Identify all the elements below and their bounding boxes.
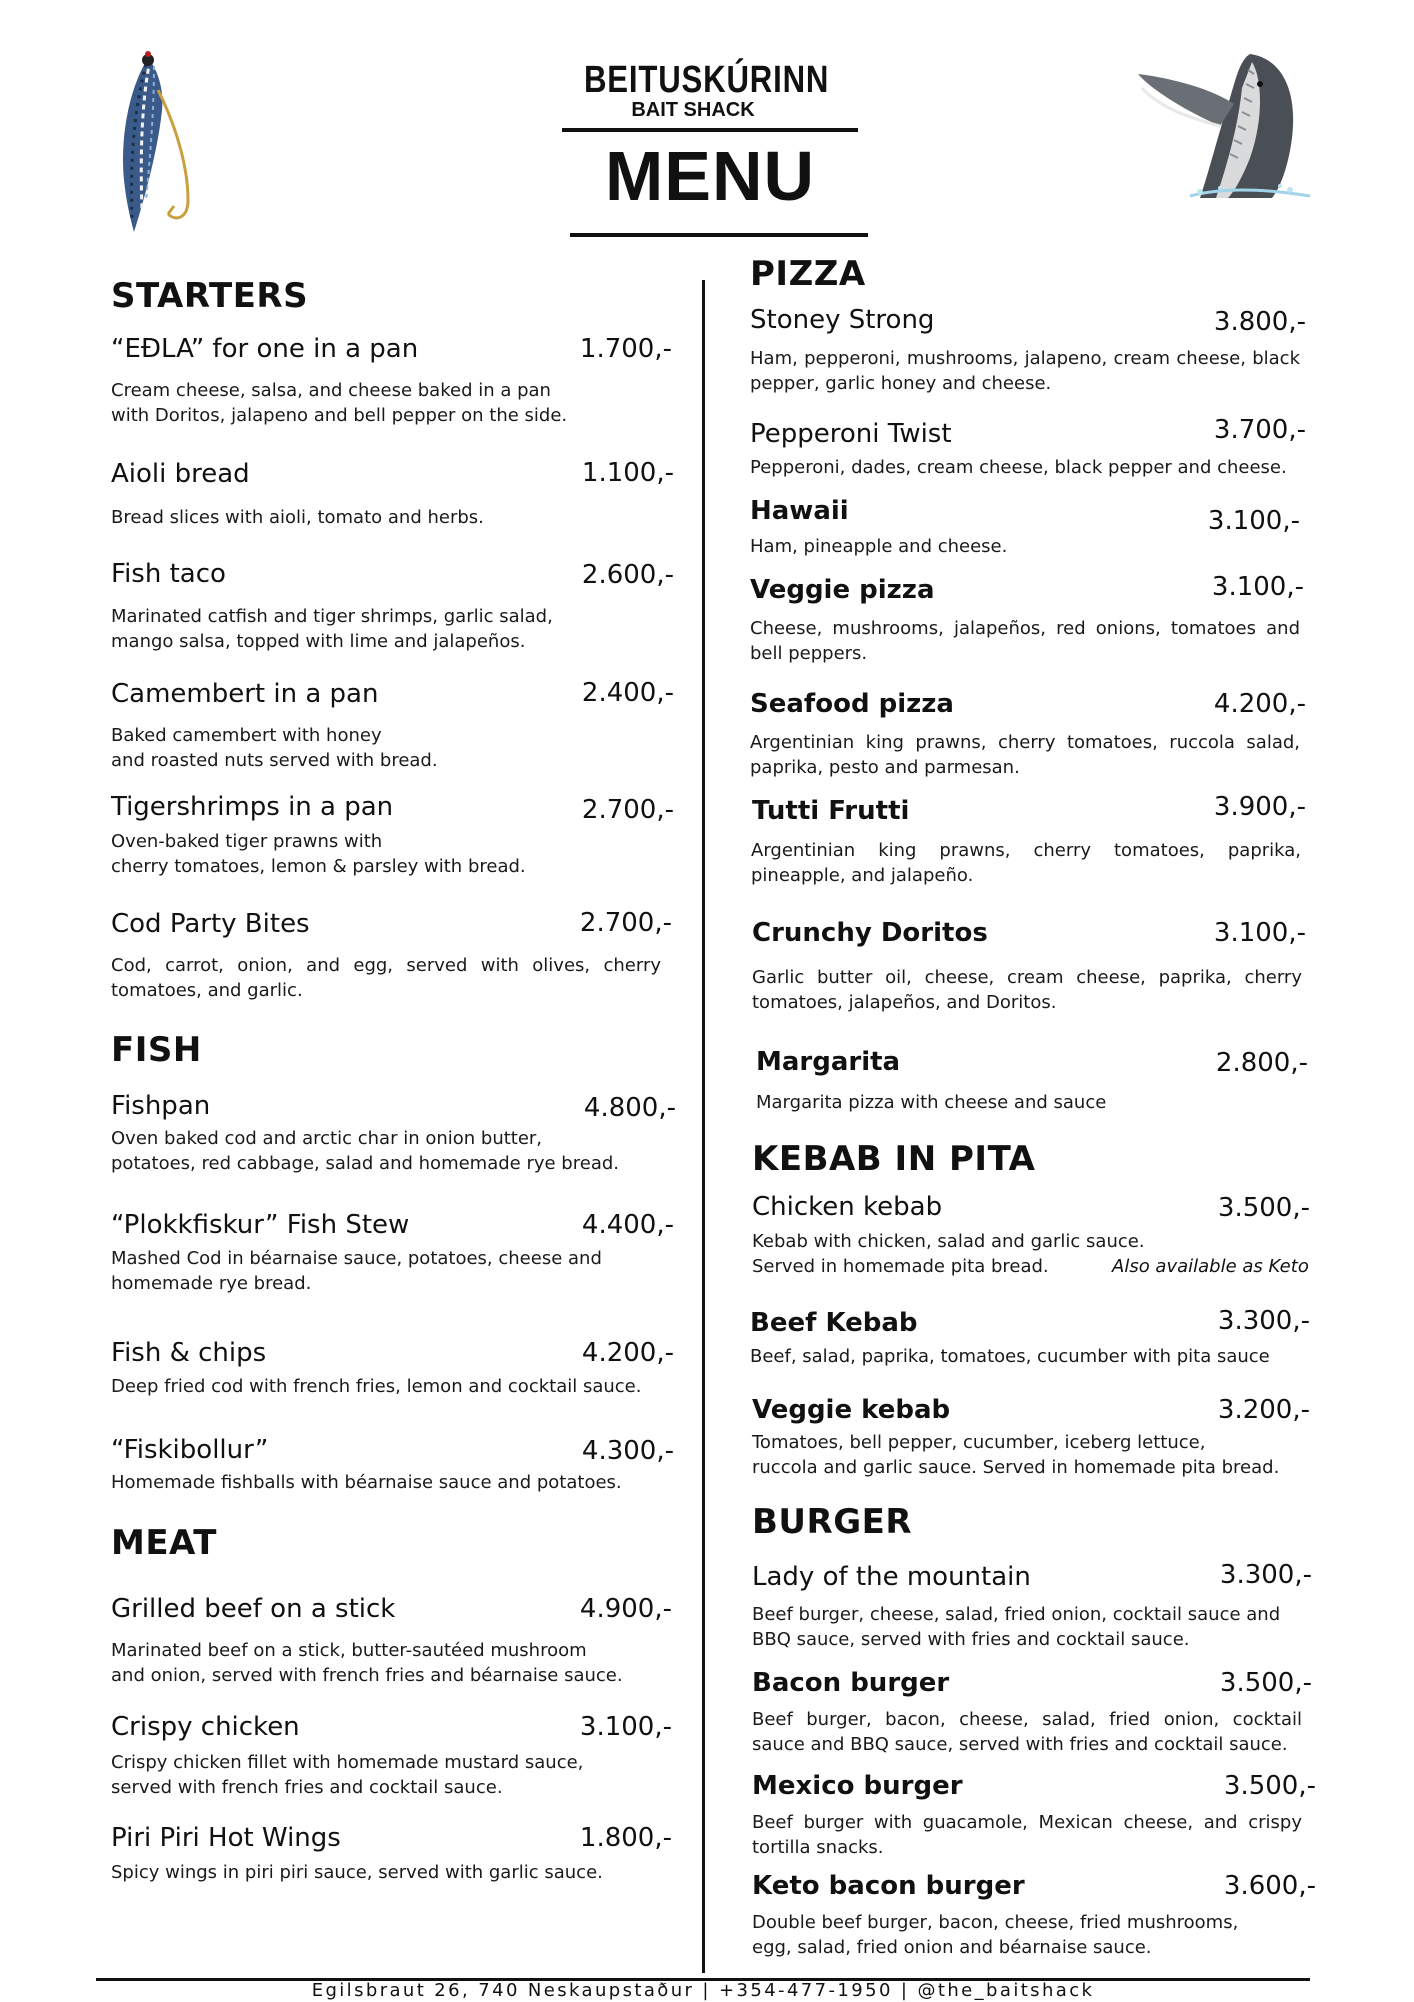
item-price: 3.300,- <box>1219 1560 1312 1590</box>
item-price: 3.100,- <box>1207 506 1300 536</box>
item-price: 1.100,- <box>581 458 674 488</box>
section-title-kebab: KEBAB IN PITA <box>752 1139 1036 1179</box>
item-description: Ham, pepperoni, mushrooms, jalapeno, cream cheese, black pepper, garlic honey and cheese. <box>750 348 1300 394</box>
column-divider <box>702 280 705 1973</box>
item-name: Chicken kebab <box>752 1192 943 1222</box>
item-description: Deep fried cod with french fries, lemon and cocktail sauce. <box>111 1376 642 1397</box>
item-name: “EÐLA” for one in a pan <box>111 334 419 364</box>
item-price: 4.400,- <box>581 1210 674 1240</box>
item-description: Bread slices with aioli, tomato and herbs. <box>111 507 484 528</box>
item-description: Tomatoes, bell pepper, cucumber, iceberg lettuce, ruccola and garlic sauce. Served in homemade pita bread. <box>752 1432 1280 1478</box>
item-price: 4.800,- <box>583 1093 676 1123</box>
item-description: Oven baked cod and arctic char in onion butter, potatoes, red cabbage, salad and homemade rye bread. <box>111 1128 619 1174</box>
item-name: Lady of the mountain <box>752 1562 1031 1592</box>
item-description: Homemade fishballs with béarnaise sauce and potatoes. <box>111 1472 622 1493</box>
item-price: 4.900,- <box>579 1594 672 1624</box>
item-description: Kebab with chicken, salad and garlic sauce. Served in homemade pita bread. <box>752 1231 1145 1277</box>
item-description: Oven-baked tiger prawns with cherry tomatoes, lemon & parsley with bread. <box>111 831 526 877</box>
item-price: 2.400,- <box>581 678 674 708</box>
item-name: Tigershrimps in a pan <box>111 792 394 822</box>
item-price: 1.800,- <box>579 1823 672 1853</box>
item-price: 4.300,- <box>581 1436 674 1466</box>
item-price: 3.200,- <box>1217 1395 1310 1425</box>
item-name: Mexico burger <box>752 1771 963 1801</box>
item-name: Seafood pizza <box>750 689 954 719</box>
item-description: Marinated catfish and tiger shrimps, garlic salad, mango salsa, topped with lime and jalapeños. <box>111 606 553 652</box>
item-name: Hawaii <box>750 496 849 526</box>
item-description: Cheese, mushrooms, jalapeños, red onions, tomatoes and bell peppers. <box>750 618 1300 664</box>
section-title-burger: BURGER <box>752 1502 913 1542</box>
item-name: Camembert in a pan <box>111 679 379 709</box>
item-description: Pepperoni, dades, cream cheese, black pepper and cheese. <box>750 457 1287 478</box>
item-description: Beef burger, cheese, salad, fried onion, cocktail sauce and BBQ sauce, served with fries and cocktail sauce. <box>752 1604 1281 1650</box>
item-description: Ham, pineapple and cheese. <box>750 536 1008 557</box>
item-price: 3.600,- <box>1223 1871 1316 1901</box>
page-title: MENU <box>604 137 816 215</box>
item-description: Cream cheese, salsa, and cheese baked in a pan with Doritos, jalapeno and bell pepper on the side. <box>111 380 568 426</box>
section-title-starters: STARTERS <box>111 276 309 316</box>
item-price: 2.800,- <box>1215 1048 1308 1078</box>
item-name: Beef Kebab <box>750 1308 918 1338</box>
item-name: Tutti Frutti <box>752 796 910 826</box>
item-price: 3.800,- <box>1213 307 1306 337</box>
item-price: 4.200,- <box>1213 689 1306 719</box>
item-description: Cod, carrot, onion, and egg, served with olives, cherry tomatoes, and garlic. <box>111 955 661 1001</box>
item-name: “Fiskibollur” <box>111 1435 269 1465</box>
item-description: Argentinian king prawns, cherry tomatoes, paprika, pineapple, and jalapeño. <box>751 840 1301 886</box>
item-price: 3.300,- <box>1217 1306 1310 1336</box>
header-rule-bottom <box>570 233 868 237</box>
item-price: 1.700,- <box>579 334 672 364</box>
item-name: Pepperoni Twist <box>750 419 952 449</box>
item-description: Mashed Cod in béarnaise sauce, potatoes, cheese and homemade rye bread. <box>111 1248 602 1294</box>
item-name: Veggie kebab <box>752 1395 951 1425</box>
item-name: Veggie pizza <box>750 575 935 605</box>
fishing-lure-illustration <box>118 50 218 240</box>
item-name: Crunchy Doritos <box>752 918 988 948</box>
item-price: 3.700,- <box>1213 415 1306 445</box>
item-name: Fish & chips <box>111 1338 267 1368</box>
item-name: Stoney Strong <box>750 305 935 335</box>
item-name: Keto bacon burger <box>752 1871 1025 1901</box>
item-description: Marinated beef on a stick, butter-sautéed mushroom and onion, served with french fries and béarnaise sauce. <box>111 1640 623 1686</box>
header-rule-top <box>562 128 858 132</box>
section-title-fish: FISH <box>111 1030 202 1070</box>
item-description: Beef burger, bacon, cheese, salad, fried onion, cocktail sauce and BBQ sauce, served with fries and cocktail sauce. <box>752 1709 1302 1755</box>
item-name: Bacon burger <box>752 1668 950 1698</box>
item-name: Margarita <box>756 1047 901 1077</box>
humpback-whale-illustration <box>1130 48 1312 200</box>
item-name: Fish taco <box>111 559 226 589</box>
item-name: Grilled beef on a stick <box>111 1594 396 1624</box>
item-name: Piri Piri Hot Wings <box>111 1823 341 1853</box>
item-description: Beef, salad, paprika, tomatoes, cucumber with pita sauce <box>750 1346 1270 1367</box>
footer-contact: Egilsbraut 26, 740 Neskaupstaður | +354-477-1950 | @the_baitshack <box>311 1980 1095 2001</box>
item-description: Spicy wings in piri piri sauce, served with garlic sauce. <box>111 1862 603 1883</box>
item-name: Fishpan <box>111 1091 211 1121</box>
item-price: 3.500,- <box>1223 1771 1316 1801</box>
brand-logo-subtitle: BAIT SHACK <box>631 99 755 121</box>
item-description: Margarita pizza with cheese and sauce <box>756 1092 1107 1113</box>
item-price: 2.700,- <box>579 908 672 938</box>
item-price: 2.700,- <box>581 795 674 825</box>
brand-logo-name: BEITUSKÚRINN <box>583 59 830 101</box>
item-description: Baked camembert with honey and roasted nuts served with bread. <box>111 725 438 771</box>
item-price: 4.200,- <box>581 1338 674 1368</box>
item-price: 2.600,- <box>581 560 674 590</box>
item-description: Beef burger with guacamole, Mexican cheese, and crispy tortilla snacks. <box>752 1812 1302 1858</box>
item-price: 3.500,- <box>1217 1193 1310 1223</box>
section-title-pizza: PIZZA <box>750 254 866 294</box>
item-price: 3.100,- <box>579 1712 672 1742</box>
item-price: 3.900,- <box>1213 792 1306 822</box>
item-price: 3.500,- <box>1219 1668 1312 1698</box>
item-description: Garlic butter oil, cheese, cream cheese, paprika, cherry tomatoes, jalapeños, and Doritos. <box>752 967 1302 1013</box>
keto-note: Also available as Keto <box>1112 1256 1309 1277</box>
item-price: 3.100,- <box>1213 918 1306 948</box>
item-description: Crispy chicken fillet with homemade mustard sauce, served with french fries and cocktail sauce. <box>111 1752 584 1798</box>
item-description: Argentinian king prawns, cherry tomatoes, ruccola salad, paprika, pesto and parmesan. <box>750 732 1300 778</box>
item-name: “Plokkfiskur” Fish Stew <box>111 1210 410 1240</box>
item-name: Aioli bread <box>111 459 250 489</box>
item-name: Cod Party Bites <box>111 909 310 939</box>
item-price: 3.100,- <box>1211 572 1304 602</box>
item-name: Crispy chicken <box>111 1712 300 1742</box>
item-description: Double beef burger, bacon, cheese, fried mushrooms, egg, salad, fried onion and béarnaise sauce. <box>752 1912 1239 1958</box>
section-title-meat: MEAT <box>111 1523 217 1563</box>
